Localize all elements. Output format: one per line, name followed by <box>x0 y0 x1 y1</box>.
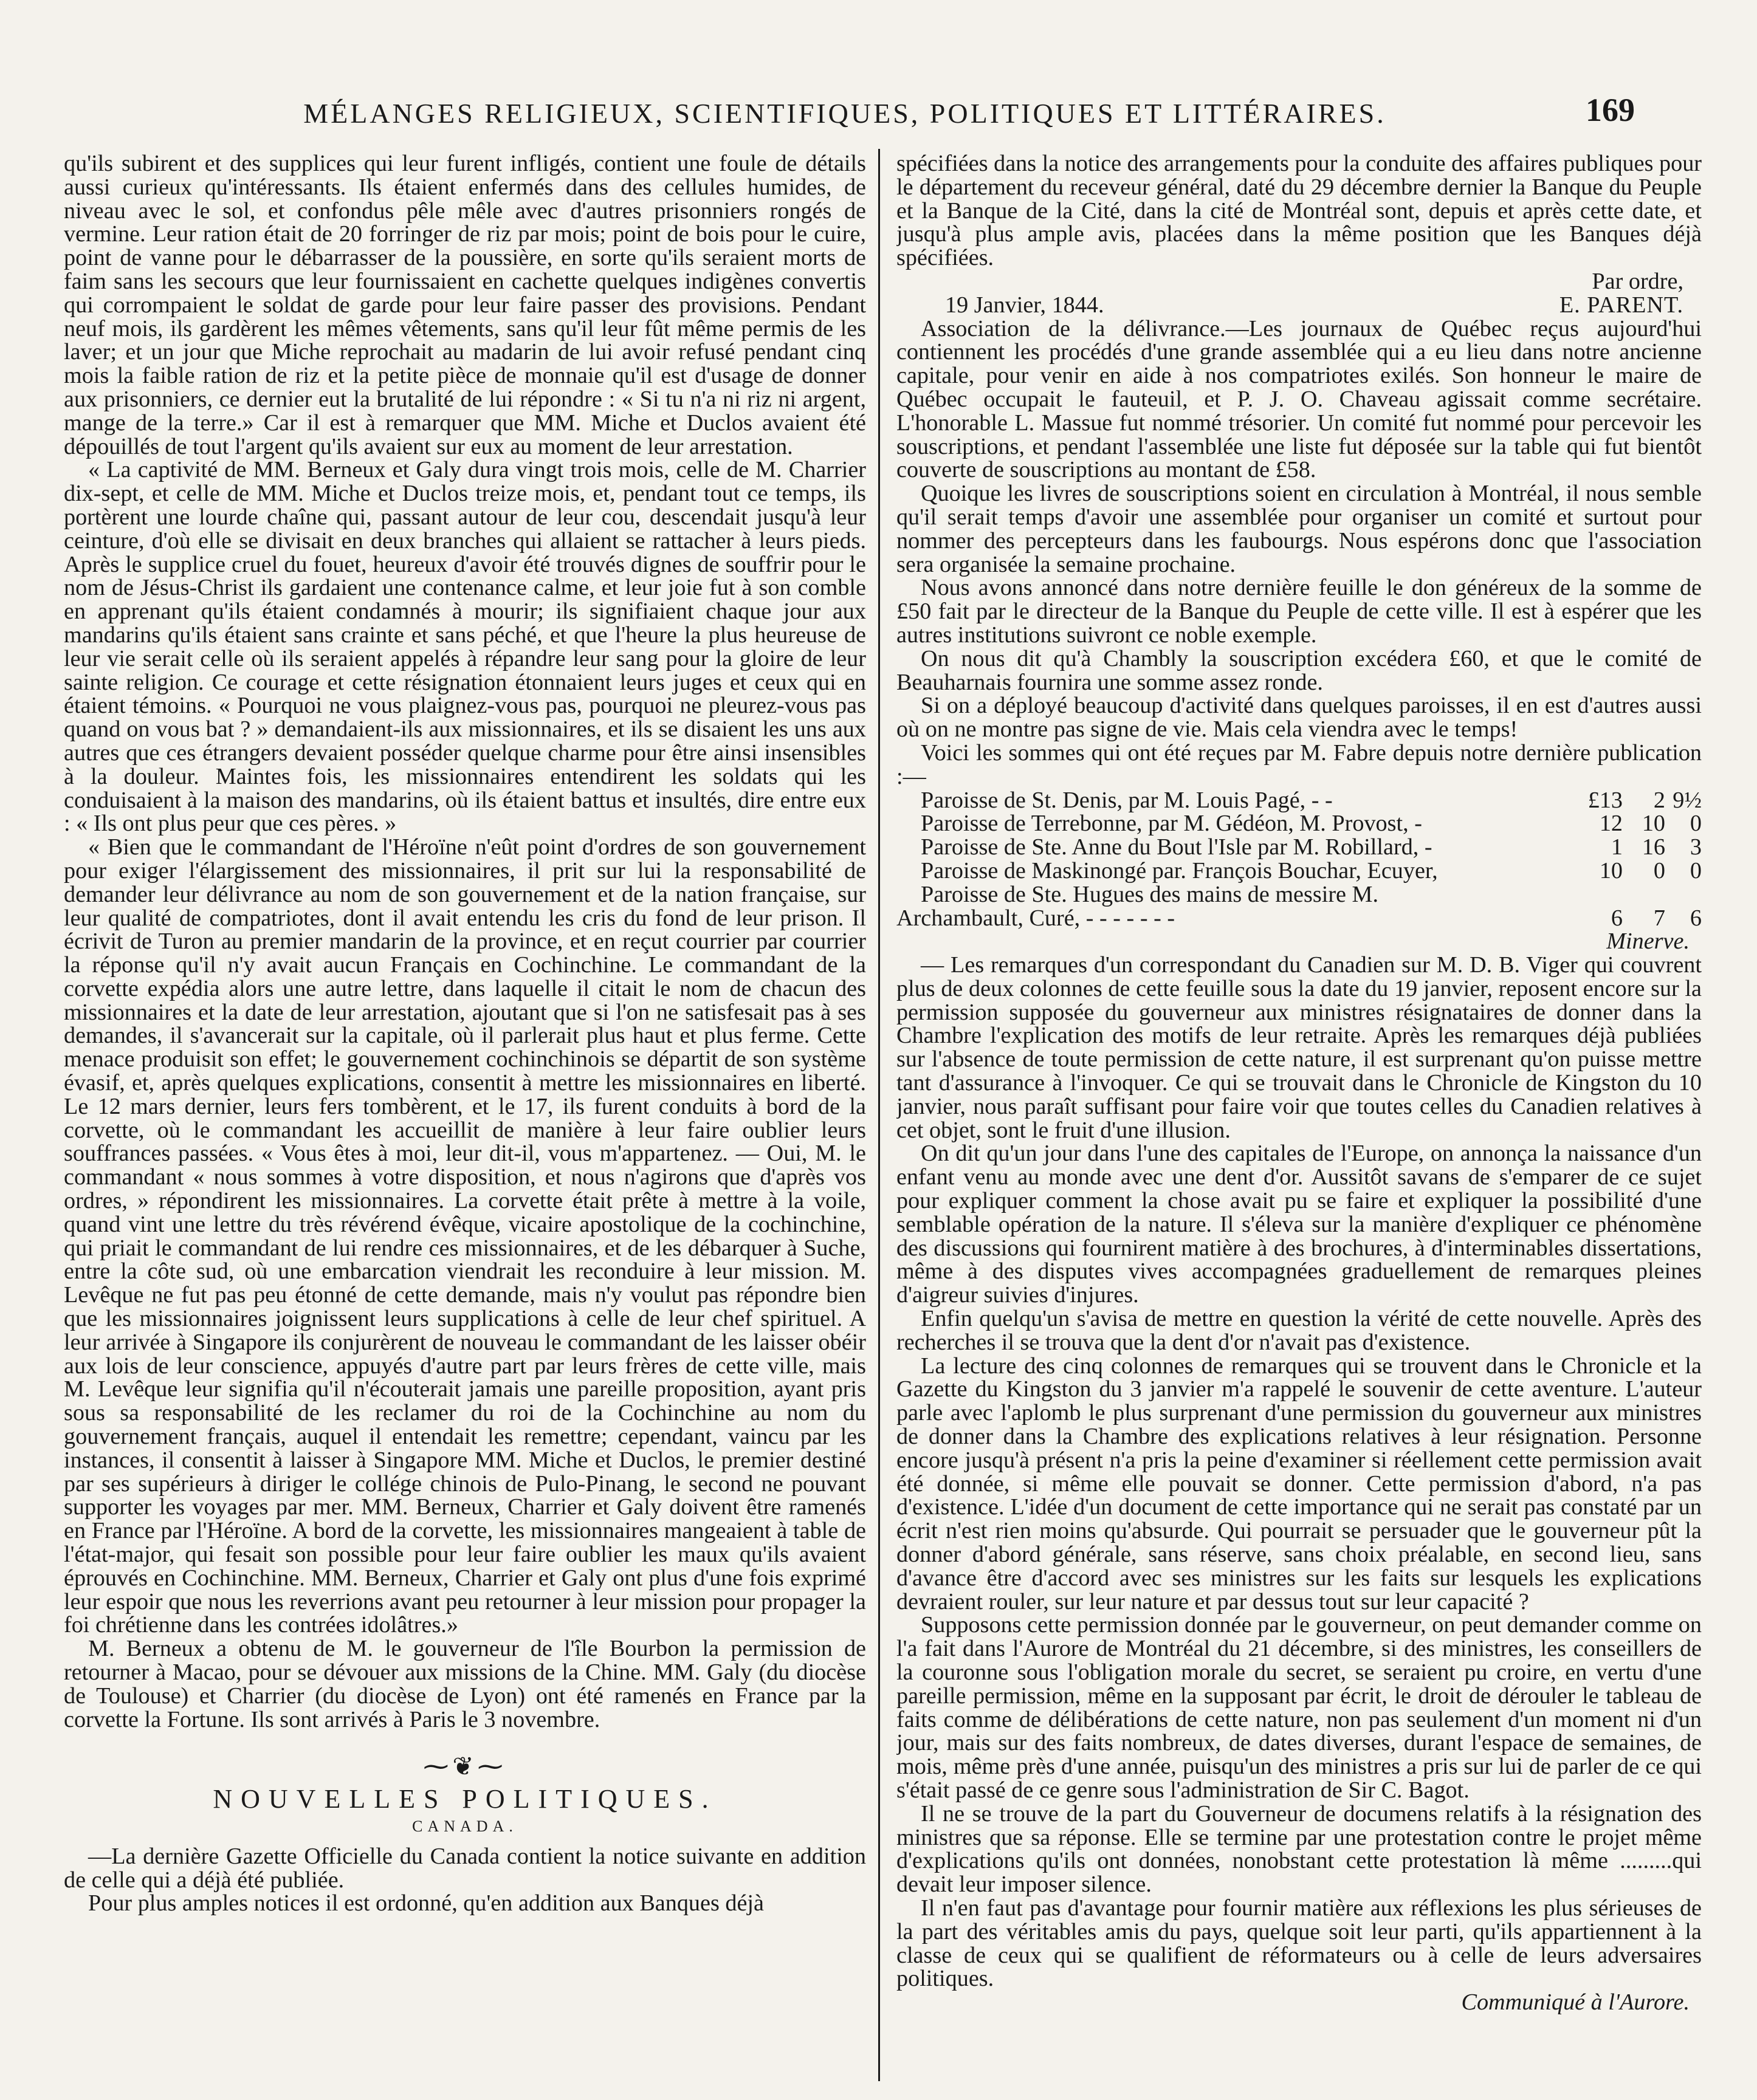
right-column <box>896 152 1702 2084</box>
subscription-row: Paroisse de Terrebonne, par M. Gédéon, M. Provost, - 12 10 0 <box>921 811 1702 837</box>
page-header <box>55 91 1635 149</box>
article-paragraph: On nous dit qu'à Chambly la souscription excédera £60, et que le comité de Beauharnais fournira une somme assez ronde. <box>896 645 1702 695</box>
article-paragraph: Nous avons annoncé dans notre dernière feuille le don généreux de la somme de £50 fait par le directeur de la Banque du Peuple de cette ville. Il est à espérer que les autres institutions suivront ce noble exemple. <box>896 575 1702 648</box>
article-paragraph: « La captivité de MM. Berneux et Galy dura vingt trois mois, celle de M. Charrier dix-sept, et celle de MM. Miche et Duclos treize mois, et, pendant tout ce temps, ils portèrent une lourde chaîne qui, passant autour de leur cou, descendait jusqu'à leur ceinture, d'où elle se divisait en deux branches qui allaient se rattacher à leurs pieds. Après le supplice cruel du fouet, heureux d'avoir été trouvés dignes de souffrir pour le nom de Jésus-Christ ils gardaient une contenance calme, et leur joie fut à son comble en apprenant qu'ils étaient condamnés à mourir; ils signifiaient chaque jour aux mandarins qu'ils étaient sans crainte et sans péché, et que l'heure la plus heureuse de leur vie serait celle où ils seraient appelés à répandre leur sang pour la gloire de leur sainte religion. Ce courage et cette résignation étonnaient leurs juges et ceux qui en étaient témoins. « Pourquoi ne vous plaignez-vous pas, pourquoi ne pleurez-vous pas quand on vous bat ? » demandaient-ils aux missionnaires, et ils se disaient les uns aux autres que ces étrangers devaient posséder quelque charme pour être ainsi insensibles à la douleur. Maintes fois, les missionnaires entendirent les soldats qui les conduisaient à la maison des mandarins, où ils étaient battus et insultés, dire entre eux : « Ils ont plus peur que ces pères. » <box>64 457 866 837</box>
par-ordre: Par ordre, <box>1592 268 1683 294</box>
article-paragraph: Supposons cette permission donnée par le gouverneur, on peut demander comme on l'a fait dans l'Aurore de Montréal du 21 décembre, si des ministres, les conseillers de la couronne sous l'obligation morale du secret, se seraient pu croire, en vertu d'une pareille permission, même en la supposant par écrit, le droit de dérouler le tableau de faits comme de délibérations de cette nature, non pas seulement d'un moment ni d'un jour, mais sur des faits nombreux, de dates diverses, durant l'espace de semaines, de mois, même près d'une année, puisqu'un des ministres a pris sur lui de parler de ce qui s'était passé de ce genre sous l'administration de Sir C. Bagot. <box>896 1612 1702 1803</box>
article-paragraph: spécifiées dans la notice des arrangements pour la conduite des affaires publiques pour le département du receveur général, daté du 29 décembre dernier la Banque du Peuple et la Banque de la Cité, dans la cité de Montréal sont, depuis et après cette date, et jusqu'à plus ample avis, placées dans la même position que les Banques déjà spécifiées. <box>896 152 1702 271</box>
subscription-row: Paroisse de Ste. Anne du Bout l'Isle par M. Robillard, - 1 16 3 <box>921 834 1702 860</box>
article-paragraph: Voici les sommes qui ont été reçues par M. Fabre depuis notre dernière publication :— <box>896 739 1702 789</box>
subscription-list <box>896 789 1702 930</box>
section-title: NOUVELLES POLITIQUES. <box>213 1784 717 1814</box>
article-paragraph: Il n'en faut pas d'avantage pour fournir matière aux réflexions les plus sérieuses de la part des véritables amis du pays, quelque soit leur parti, qu'ils appartiennent à la classe de ceux qui se qualifient de réformateurs ou à celle de leurs adversaires politiques. <box>896 1895 1702 1992</box>
signature-name: E. PARENT. <box>1559 292 1683 318</box>
article-paragraph: La lecture des cinq colonnes de remarques qui se trouvent dans le Chronicle et la Gazette du Kingston du 3 janvier m'a rappelé le souvenir de cette aventure. L'auteur parle avec l'aplomb le plus surprenant d'une permission du gouverneur aux ministres de donner dans la Chambre des explications relatives à leur résignation. Personne encore jusqu'à présent n'a pris la peine d'examiner si réellement cette permission avait été donnée, si même elle pouvait se donner. Cette permission d'abord, n'a pas d'existence. L'idée d'un document de cette importance qui ne serait pas constaté par un écrit n'est rien moins qu'absurde. Qui pourrait se persuader que le gouverneur pût la donner d'abord générale, sans réserve, sans choix préalable, en second lieu, sans d'avance être d'accord avec ses ministres sur les faits sur lesquels les explications devraient rouler, sur leur nature et par dessus tout sur leur capacité ? <box>896 1353 1702 1614</box>
subscription-row: Archambault, Curé, - - - - - - - 6 7 6 <box>896 905 1702 931</box>
article-paragraph: « Bien que le commandant de l'Héroïne n'eût point d'ordres de son gouvernement pour exiger l'élargissement des missionnaires, il prit sur lui la responsabilité de demander leur délivrance au nom de son gouvernement et de la nation française, sur leur qualité de compatriotes, dont il avait entendu les cris du fond de leur prison. Il écrivit de Turon au premier mandarin de la province, et en reçut courrier par courrier la réponse qu'il n'y avait aucun Français en Cochinchine. Le commandant de la corvette expédia alors une autre lettre, dans laquelle il citait le nom de chacun des missionnaires et la date de leur arrestation, ajoutant que si l'on ne satisfesait pas à ses demandes, il s'avancerait sur la capitale, où il parlerait plus haut et plus ferme. Cette menace produisit son effet; le gouvernement cochinchinois se départit de son système évasif, et, après quelques explications, consentit à mettre les missionnaires en liberté. Le 12 mars dernier, leurs fers tombèrent, et le 17, ils furent conduits à bord de la corvette, où le commandant les accueillit de manière à leur faire oublier leurs souffrances passées. « Vous êtes à moi, leur dit-il, vous m'appartenez. — Oui, M. le commandant « nous sommes à votre disposition, et nous n'agirons que d'après vos ordres, » répondirent les missionnaires. La corvette était prête à mettre à la voile, quand vint une lettre du très révérend évêque, vicaire apostolique de la cochinchine, qui priait le commandant de lui rendre ces missionnaires, et de les débarquer à Suche, entre la côte sud, où une embarcation viendrait les reconduire à leur mission. M. Levêque ne fut pas peu étonné de cette demande, mais n'y voulut pas répondre bien que les missionnaires joignissent leurs supplications à celle de leur chef spirituel. A leur arrivée à Singapore ils conjurèrent de nouveau le commandant de les laisser obéir aux lois de leur conscience, appuyés d'autre part par leurs frères de cette ville, mais M. Levêque leur signifia qu'il n'écouterait jamais une pareille proposition, ayant pris sous sa responsabilité de les reclamer du roi de la Cochinchine au nom du gouvernement français, auquel il entendait les remettre; cependant, vaincu par les instances, il consentit à laisser à Singapore MM. Miche et Duclos, le premier destiné par ses supérieurs à diriger le collége chinois de Pulo-Pinang, le second ne pouvant supporter les voyages par mer. MM. Berneux, Charrier et Galy doivent être ramenés en France par l'Héroïne. A bord de la corvette, les missionnaires mangeaient à table de l'état-major, qui fesait son possible pour leur faire oublier les maux qu'ils avaient éprouvés en Cochinchine. MM. Berneux, Charrier et Galy ont plus d'une fois exprimé leur espoir que nous les reverrions avant peu retourner à leur mission pour propager la foi chrétienne dans les contrées idolâtres.» <box>64 834 866 1638</box>
article-paragraph: Quoique les livres de souscriptions soient en circulation à Montréal, il nous semble qu'il serait temps d'avoir une assemblée pour organiser un comité et surtout pour nommer des percepteurs dans les faubourgs. Nous espérons donc que l'association sera organisée la semaine prochaine. <box>896 481 1702 577</box>
left-column <box>64 152 866 2084</box>
signature-line <box>896 293 1702 317</box>
par-ordre-line <box>896 270 1702 293</box>
subscription-row: Paroisse de Maskinongé par. François Bouchar, Ecuyer, 10 0 0 <box>921 857 1702 884</box>
article-paragraph: M. Berneux a obtenu de M. le gouverneur de l'île Bourbon la permission de retourner à Macao, pour se dévouer aux missions de la Chine. MM. Galy (du diocèse de Toulouse) et Charrier (du diocèse de Lyon) ont été ramenés en France par la corvette la Fortune. Ils sont arrivés à Paris le 3 novembre. <box>64 1636 866 1732</box>
section-subtitle: CANADA. <box>412 1817 518 1835</box>
page-number: 169 <box>1586 92 1635 128</box>
notice-date: 19 Janvier, 1844. <box>945 292 1104 318</box>
article-paragraph: Pour plus amples notices il est ordonné, qu'en addition aux Banques déjà <box>88 1890 764 1916</box>
running-title: MÉLANGES RELIGIEUX, SCIENTIFIQUES, POLITIQUES ET LITTÉRAIRES. <box>303 98 1386 129</box>
source-attribution: Communiqué à l'Aurore. <box>1461 1989 1690 2016</box>
article-paragraph: qu'ils subirent et des supplices qui leur furent infligés, contient une foule de détails aussi curieux qu'intéressants. Ils étaient enfermés dans des cellules humides, de niveau avec le sol, et confondus pêle mêle avec d'autres prisonniers rongés de vermine. Leur ration était de 20 forringer de riz par mois; point de bois pour le cuire, point de vanne pour le débarrasser de la poussière, en sorte qu'ils seraient morts de faim sans les secours que leur fournissaient en cachette quelques indigènes convertis qui corrompaient le soldat de garde pour leur faire passer des provisions. Pendant neuf mois, ils gardèrent les mêmes vêtements, sans qu'il leur fût même permis de les laver; et un jour que Miche reprochait au madarin de lui avoir refusé pendant cinq mois la faible ration de riz et la petite pièce de monnaie qu'il est d'usage de donner aux prisonniers, ce dernier eut la brutalité de lui répondre : « Si tu n'a ni riz ni argent, mange de la terre.» Car il est à remarquer que MM. Miche et Duclos avaient été dépouillés de tout l'argent qu'ils avaient sur eux au moment de leur arrestation. <box>64 152 866 459</box>
article-paragraph: Il ne se trouve de la part du Gouverneur de documens relatifs à la résignation des ministres que sa réponse. Elle se termine par une protestation contre le projet même d'explications qu'ils ont données, nonobstant cette protestation là même .........qui devait leur imposer silence. <box>896 1800 1702 1898</box>
article-paragraph: —La dernière Gazette Officielle du Canada contient la notice suivante en addition de celle qui a déjà été publiée. <box>64 1843 866 1893</box>
subscription-row: Paroisse de St. Denis, par M. Louis Pagé, - - £13 2 9½ <box>921 787 1702 813</box>
article-paragraph: Si on a déployé beaucoup d'activité dans quelques paroisses, il en est d'autres aussi où on ne montre pas signe de vie. Mais cela viendra avec le temps! <box>896 693 1702 743</box>
article-paragraph: On dit qu'un jour dans l'une des capitales de l'Europe, on annonça la naissance d'un enfant venu au monde avec une dent d'or. Aussitôt savans de s'emparer de ce sujet pour expliquer comment la chose avait pu se faire et expliquer la possibilité d'une semblable opération de la nature. Il s'éleva sur la manière d'expliquer ce phénomène des discussions qui fournirent matière à des brochures, à d'interminables dissertations, même à des disputes vives accompagnées graduellement de remarques pleines d'aigreur suivies d'injures. <box>896 1141 1702 1308</box>
subscription-row: Paroisse de Ste. Hugues des mains de messire M. <box>921 881 1379 907</box>
column-divider <box>878 149 880 2081</box>
article-paragraph: Association de la délivrance.—Les journaux de Québec reçus aujourd'hui contiennent les procédés d'une grande assemblée qui a eu lieu dans notre ancienne capitale, pour venir en aide à nos compatriotes exilés. Son honneur le maire de Québec occupait le fauteuil, et P. J. O. Chaveau agissait comme secrétaire. L'honorable L. Massue fut nommé trésorier. Un comité fut nommé pour percevoir les souscriptions, et pendant l'assemblée une liste fut déposée sur la table qui fut bientôt couverte de souscriptions au montant de £58. <box>896 315 1702 483</box>
article-paragraph: — Les remarques d'un correspondant du Canadien sur M. D. B. Viger qui couvrent plus de deux colonnes de cette feuille sous la date du 19 janvier, reposent encore sur la permission supposée du gouverneur aux ministres résignataires de donner dans la Chambre l'explication des motifs de leur retraite. Après les remarques déjà publiées sur l'absence de toute permission de cette nature, il est surprenant qu'on puisse mettre tant d'assurance à l'invoquer. Ce qui se trouvait dans le Chronicle de Kingston du 10 janvier, nous paraît suffisant pour faire voir que toutes celles du Canadien relatives à cet objet, sont le fruit d'une illusion. <box>896 952 1702 1143</box>
article-paragraph: Enfin quelqu'un s'avisa de mettre en question la vérité de cette nouvelle. Après des recherches il se trouva que la dent d'or n'avait pas d'existence. <box>896 1306 1702 1355</box>
source-attribution: Minerve. <box>1606 928 1690 955</box>
ornament-divider: ⁓❦⁓ <box>423 1753 507 1782</box>
